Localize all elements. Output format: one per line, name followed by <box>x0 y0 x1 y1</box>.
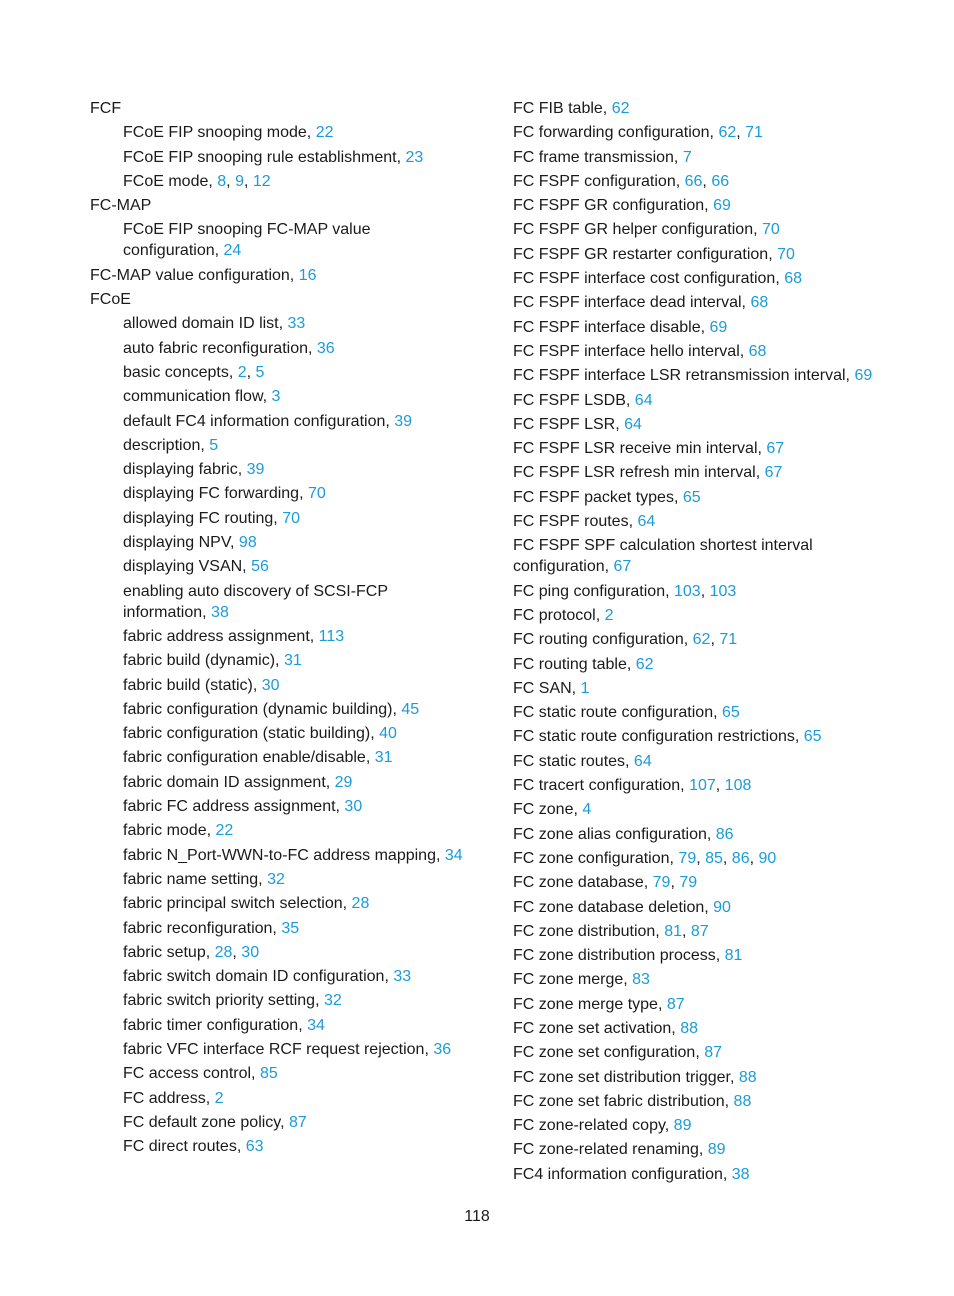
page-link[interactable]: 88 <box>738 1068 757 1086</box>
index-entry: FC FSPF configuration, 66, 66 <box>513 172 730 190</box>
index-entry <box>90 699 470 720</box>
index-term: displaying fabric, <box>123 461 247 479</box>
index-entry <box>90 508 470 529</box>
page-link[interactable]: 87 <box>704 1044 723 1062</box>
index-term: FC default zone policy, <box>123 1113 290 1131</box>
page-link[interactable]: 79 <box>652 874 671 892</box>
index-term: FCoE FIP snooping rule establishment, <box>123 148 406 166</box>
page-link[interactable]: 65 <box>803 728 822 746</box>
page-link[interactable]: 34 <box>444 846 463 864</box>
page-link[interactable]: 81 <box>664 922 682 940</box>
page-link[interactable]: 85 <box>259 1065 278 1083</box>
index-term: FC-MAP value configuration, <box>90 266 299 284</box>
index-entry <box>513 799 893 820</box>
index-term: FC FSPF LSR receive min interval, <box>513 440 767 458</box>
index-entry <box>90 459 470 480</box>
index-term: fabric configuration (dynamic building), <box>123 700 402 718</box>
page-link[interactable]: 67 <box>766 440 785 458</box>
index-entry: FC ping configuration, 103, 103 <box>513 582 737 600</box>
index-entry <box>513 994 893 1015</box>
index-entry <box>90 289 470 310</box>
index-entry <box>513 969 893 990</box>
index-entry <box>90 675 470 696</box>
page-link[interactable]: 30 <box>261 676 280 694</box>
index-entry: fabric setup, 28, 30 <box>123 943 260 961</box>
index-term: fabric principal switch selection, <box>123 895 352 913</box>
index-entry <box>513 341 893 362</box>
index-column-left <box>90 98 470 1160</box>
page-link[interactable]: 22 <box>215 822 234 840</box>
index-term: displaying FC forwarding, <box>123 485 308 503</box>
index-term: allowed domain ID list, <box>123 315 288 333</box>
page-link[interactable]: 28 <box>214 943 233 961</box>
index-entry <box>513 1018 893 1039</box>
page-link[interactable]: 66 <box>684 172 703 190</box>
page-link[interactable]: 83 <box>632 971 650 989</box>
index-term: FC forwarding configuration, <box>513 124 719 142</box>
index-entry <box>90 219 470 261</box>
index-term: FCoE FIP snooping FC-MAP value configuration, <box>123 221 371 260</box>
index-term: fabric FC address assignment, <box>123 798 345 816</box>
index-term: fabric switch priority setting, <box>123 992 324 1010</box>
index-entry <box>513 438 893 459</box>
page-link[interactable]: 36 <box>316 339 335 357</box>
index-entry <box>90 581 470 623</box>
index-term: communication flow, <box>123 388 272 406</box>
index-term: FC zone set distribution trigger, <box>513 1068 739 1086</box>
page-link[interactable]: 98 <box>238 534 257 552</box>
index-entry <box>90 723 470 744</box>
index-term: FC zone alias configuration, <box>513 825 716 843</box>
index-term: fabric domain ID assignment, <box>123 773 335 791</box>
index-term: FC4 information configuration, <box>513 1165 732 1183</box>
index-term: displaying NPV, <box>123 534 239 552</box>
index-term: fabric setup, <box>123 943 215 961</box>
index-entry <box>90 195 470 216</box>
page-link[interactable]: 88 <box>680 1019 698 1037</box>
page-link[interactable]: 63 <box>245 1138 264 1156</box>
page-link[interactable]: 107 <box>689 777 716 795</box>
page-link[interactable]: 87 <box>289 1113 307 1131</box>
index-entry <box>513 897 893 918</box>
index-term: FC zone-related renaming, <box>513 1141 708 1159</box>
index-term: FC FSPF interface LSR retransmission interval, <box>513 367 855 385</box>
page-link[interactable]: 32 <box>323 992 342 1010</box>
index-term: FC FSPF interface hello interval, <box>513 342 749 360</box>
index-term: FC SAN, <box>513 679 581 697</box>
index-term: FC FSPF interface disable, <box>513 318 710 336</box>
page-link[interactable]: 79 <box>678 849 697 867</box>
index-entry <box>513 1091 893 1112</box>
page-link[interactable]: 62 <box>718 124 737 142</box>
index-term: FC FSPF packet types, <box>513 488 683 506</box>
page-link[interactable]: 86 <box>731 849 750 867</box>
index-entry <box>513 292 893 313</box>
index-term: FC zone database deletion, <box>513 898 714 916</box>
index-term: fabric address assignment, <box>123 627 319 645</box>
index-term: auto fabric reconfiguration, <box>123 339 317 357</box>
page-link[interactable]: 8 <box>217 172 227 190</box>
index-term: FC zone configuration, <box>513 849 679 867</box>
page-link[interactable]: 68 <box>784 270 803 288</box>
page-link[interactable]: 16 <box>298 266 317 284</box>
page-link[interactable]: 90 <box>713 898 731 916</box>
index-term: fabric configuration enable/disable, <box>123 749 375 767</box>
index-entry <box>90 893 470 914</box>
index-entry: FC zone configuration, 79, 85, 86, 90 <box>513 849 777 867</box>
index-term: FC FSPF interface dead interval, <box>513 294 751 312</box>
page-link[interactable]: 70 <box>761 221 780 239</box>
index-term: FC address, <box>123 1089 215 1107</box>
index-entry <box>90 265 470 286</box>
index-term: fabric build (dynamic), <box>123 652 284 670</box>
page-link[interactable]: 36 <box>433 1040 452 1058</box>
page-link[interactable]: 9 <box>235 172 244 190</box>
index-entry <box>513 219 893 240</box>
index-term: FC access control, <box>123 1065 260 1083</box>
index-term: FC zone, <box>513 801 583 819</box>
page-link[interactable]: 79 <box>679 874 698 892</box>
index-entry <box>513 824 893 845</box>
index-entry <box>513 605 893 626</box>
index-term: displaying FC routing, <box>123 509 283 527</box>
page-link[interactable]: 2 <box>604 606 614 624</box>
page-link[interactable]: 39 <box>246 461 265 479</box>
index-entry <box>90 772 470 793</box>
page-link[interactable]: 69 <box>854 367 873 385</box>
index-entry <box>90 1136 470 1157</box>
page-link[interactable]: 62 <box>611 100 630 117</box>
page-link[interactable]: 31 <box>283 652 302 670</box>
index-entry <box>90 411 470 432</box>
page-link[interactable]: 87 <box>666 995 685 1013</box>
index-term: FC FSPF LSDB, <box>513 391 635 409</box>
index-term: FC FSPF GR helper configuration, <box>513 221 762 239</box>
index-entry <box>90 1063 470 1084</box>
page-number: 118 <box>464 1208 490 1225</box>
page-link[interactable]: 22 <box>315 124 334 142</box>
page-link[interactable]: 90 <box>758 849 777 867</box>
index-entry <box>513 390 893 411</box>
index-term: FC zone set activation, <box>513 1019 681 1037</box>
page-link[interactable]: 70 <box>307 485 326 503</box>
page-link[interactable]: 86 <box>715 825 734 843</box>
index-term: FC FSPF routes, <box>513 513 638 531</box>
index-term: FC static route configuration, <box>513 704 722 722</box>
index-entry <box>90 796 470 817</box>
index-entry <box>513 244 893 265</box>
index-entry <box>90 820 470 841</box>
page-link[interactable]: 69 <box>709 318 728 336</box>
page-link[interactable]: 64 <box>637 513 656 531</box>
page-link[interactable]: 5 <box>255 363 265 381</box>
index-entry <box>90 313 470 334</box>
index-entry: FC tracert configuration, 107, 108 <box>513 777 752 795</box>
index-entry <box>90 650 470 671</box>
page-link[interactable]: 3 <box>271 388 281 406</box>
index-term: fabric reconfiguration, <box>123 919 282 937</box>
index-term: FC FSPF interface cost configuration, <box>513 270 785 288</box>
page-link[interactable]: 68 <box>748 342 767 360</box>
page-link[interactable]: 28 <box>351 895 370 913</box>
page-link[interactable]: 56 <box>251 558 269 576</box>
index-term: enabling auto discovery of SCSI-FCP information, <box>123 582 388 621</box>
index-term: fabric N_Port-WWN-to-FC address mapping, <box>123 846 445 864</box>
page-link[interactable]: 2 <box>214 1089 224 1107</box>
index-entry <box>90 918 470 939</box>
page-link[interactable]: 103 <box>709 582 737 600</box>
index-term: fabric VFC interface RCF request rejection, <box>123 1040 434 1058</box>
page-link[interactable]: 70 <box>777 245 795 263</box>
index-entry: FC forwarding configuration, 62, 71 <box>513 124 763 142</box>
page-link[interactable]: 30 <box>241 943 260 961</box>
index-term: basic concepts, <box>123 363 238 381</box>
page-link[interactable]: 66 <box>711 172 730 190</box>
index-term: FC zone-related copy, <box>513 1117 674 1135</box>
page-link[interactable]: 38 <box>731 1165 750 1183</box>
index-entry <box>513 1139 893 1160</box>
index-entry <box>90 532 470 553</box>
index-term: FC routing table, <box>513 655 636 673</box>
index-term: FC zone merge, <box>513 971 633 989</box>
page-link[interactable]: 64 <box>634 391 653 409</box>
index-term: fabric timer configuration, <box>123 1016 308 1034</box>
index-term: description, <box>123 436 210 454</box>
index-term: FC FSPF SPF calculation shortest interval configuration, <box>513 537 813 576</box>
page-link[interactable]: 39 <box>394 412 413 430</box>
page-link[interactable]: 45 <box>401 700 420 718</box>
index-entry <box>513 365 893 386</box>
index-entry <box>513 98 893 119</box>
page-link[interactable]: 67 <box>764 464 783 482</box>
index-entry <box>90 386 470 407</box>
index-entry <box>513 1067 893 1088</box>
index-entry <box>90 990 470 1011</box>
index-term: FC zone merge type, <box>513 995 667 1013</box>
index-term: FC zone distribution, <box>513 922 665 940</box>
index-term: FC ping configuration, <box>513 582 674 600</box>
index-term: FC zone distribution process, <box>513 947 725 965</box>
index-entry <box>90 1112 470 1133</box>
index-entry <box>90 122 470 143</box>
index-term: fabric configuration (static building), <box>123 725 380 743</box>
index-term: fabric mode, <box>123 822 216 840</box>
index-entry <box>513 726 893 747</box>
page-link[interactable]: 67 <box>613 558 632 576</box>
page-link[interactable]: 23 <box>405 148 424 166</box>
index-term: fabric build (static), <box>123 676 262 694</box>
index-entry <box>90 98 470 119</box>
index-entry <box>513 945 893 966</box>
index-entry: FC zone distribution, 81, 87 <box>513 922 709 940</box>
page-link[interactable]: 65 <box>682 488 701 506</box>
index-entry <box>513 678 893 699</box>
index-term: fabric switch domain ID configuration, <box>123 968 394 986</box>
index-entry <box>90 1088 470 1109</box>
page-link[interactable]: 24 <box>223 242 242 260</box>
index-entry <box>90 1015 470 1036</box>
page-link[interactable]: 81 <box>724 947 743 965</box>
index-term: FC FSPF LSR, <box>513 415 625 433</box>
index-entry <box>90 626 470 647</box>
page-link[interactable]: 64 <box>633 752 652 770</box>
index-entry <box>513 414 893 435</box>
index-term: displaying VSAN, <box>123 558 252 576</box>
index-term: FC FSPF GR configuration, <box>513 197 714 215</box>
page-link[interactable]: 64 <box>624 415 642 433</box>
index-entry <box>90 747 470 768</box>
page-link[interactable]: 33 <box>393 968 412 986</box>
index-term: FC routing configuration, <box>513 631 693 649</box>
page-link[interactable]: 65 <box>721 704 740 722</box>
index-entry <box>90 1039 470 1060</box>
index-term: FC FIB table, <box>513 100 612 117</box>
index-term: default FC4 information configuration, <box>123 412 395 430</box>
index-term: FC frame transmission, <box>513 148 683 166</box>
index-entry <box>513 654 893 675</box>
index-entry <box>513 1115 893 1136</box>
index-term: FC direct routes, <box>123 1138 246 1156</box>
page-link[interactable]: 5 <box>209 436 219 454</box>
index-entry <box>90 556 470 577</box>
page-link[interactable]: 32 <box>267 870 285 888</box>
index-entry <box>513 195 893 216</box>
index-term: FC zone database, <box>513 874 653 892</box>
page-link[interactable]: 12 <box>252 172 271 190</box>
page-link[interactable]: 71 <box>745 124 763 142</box>
page-link[interactable]: 88 <box>733 1092 752 1110</box>
index-term: FC static routes, <box>513 752 634 770</box>
index-column-right <box>513 98 893 1188</box>
page-link[interactable]: 103 <box>673 582 701 600</box>
index-entry <box>513 317 893 338</box>
index-term: FC protocol, <box>513 606 605 624</box>
page-link[interactable]: 113 <box>318 627 345 645</box>
index-term: FC-MAP <box>90 197 152 215</box>
page-link[interactable]: 35 <box>281 919 300 937</box>
index-entry <box>513 487 893 508</box>
page-link[interactable]: 68 <box>750 294 769 312</box>
page-link[interactable]: 69 <box>713 197 731 215</box>
page-link[interactable]: 30 <box>344 798 363 816</box>
page-link[interactable]: 87 <box>690 922 709 940</box>
index-entry <box>513 268 893 289</box>
index-entry <box>513 511 893 532</box>
page-link[interactable]: 85 <box>705 849 723 867</box>
index-term: FCoE mode, <box>123 172 218 190</box>
page-link[interactable]: 89 <box>673 1117 692 1135</box>
page-link[interactable]: 1 <box>580 679 590 697</box>
index-term: FCF <box>90 100 122 117</box>
index-entry <box>513 1042 893 1063</box>
page-link[interactable]: 7 <box>682 148 692 166</box>
index-term: FC FSPF configuration, <box>513 172 685 190</box>
page-link[interactable]: 38 <box>211 603 229 621</box>
page-link[interactable]: 40 <box>379 725 397 743</box>
index-entry <box>513 535 893 577</box>
index-term: FC FSPF GR restarter configuration, <box>513 245 778 263</box>
page-link[interactable]: 62 <box>692 631 711 649</box>
page-link[interactable]: 34 <box>307 1016 325 1034</box>
page-link[interactable]: 71 <box>719 631 738 649</box>
index-entry <box>90 338 470 359</box>
index-entry <box>90 483 470 504</box>
page-link[interactable]: 89 <box>707 1141 726 1159</box>
page-link[interactable]: 33 <box>287 315 306 333</box>
index-term: fabric name setting, <box>123 870 268 888</box>
index-entry <box>513 147 893 168</box>
index-entry <box>90 845 470 866</box>
index-term: FC zone set configuration, <box>513 1044 705 1062</box>
index-term: FC static route configuration restrictions, <box>513 728 804 746</box>
index-entry <box>90 869 470 890</box>
index-entry <box>513 702 893 723</box>
index-entry: FCoE mode, 8, 9, 12 <box>123 172 271 190</box>
page-link[interactable]: 31 <box>374 749 393 767</box>
page-link[interactable]: 29 <box>334 773 353 791</box>
index-entry: FC routing configuration, 62, 71 <box>513 631 738 649</box>
index-entry <box>513 751 893 772</box>
page-link[interactable]: 2 <box>237 363 247 381</box>
index-entry <box>90 147 470 168</box>
index-term: FCoE <box>90 291 131 309</box>
page-link[interactable]: 70 <box>282 509 300 527</box>
index-term: FCoE FIP snooping mode, <box>123 124 316 142</box>
index-term: FC tracert configuration, <box>513 777 690 795</box>
index-entry: basic concepts, 2, 5 <box>123 363 265 381</box>
index-entry <box>513 1164 893 1185</box>
index-term: FC zone set fabric distribution, <box>513 1092 734 1110</box>
page-link[interactable]: 4 <box>582 801 592 819</box>
index-entry: FC zone database, 79, 79 <box>513 874 698 892</box>
index-term: FC FSPF LSR refresh min interval, <box>513 464 765 482</box>
index-entry <box>90 435 470 456</box>
index-entry <box>513 462 893 483</box>
page-link[interactable]: 108 <box>724 777 752 795</box>
page-link[interactable]: 62 <box>635 655 654 673</box>
index-entry <box>90 966 470 987</box>
